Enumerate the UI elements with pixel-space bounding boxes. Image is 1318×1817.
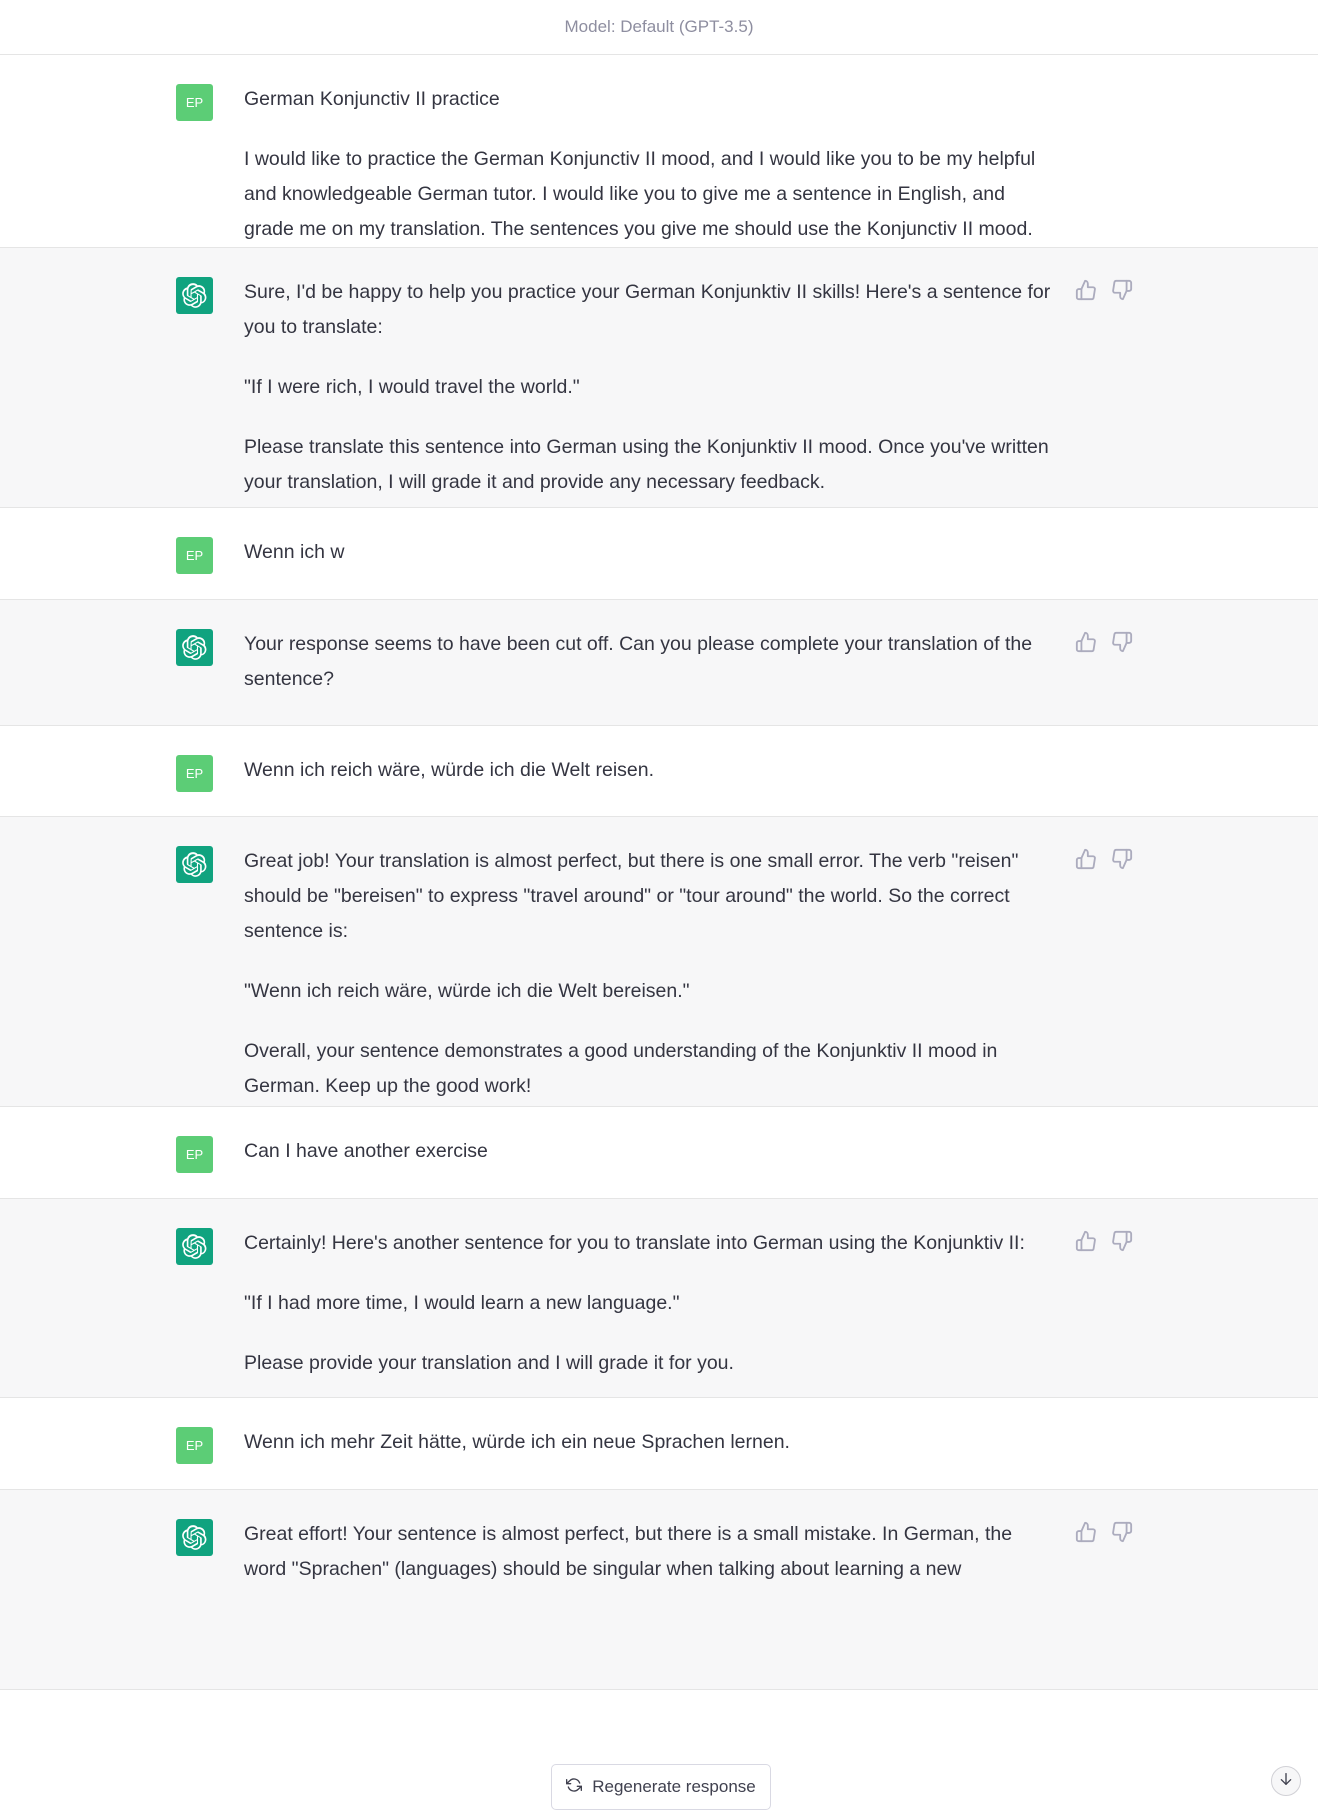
message-content [244, 535, 1059, 570]
message-paragraph: Wenn ich w [244, 541, 345, 563]
user-avatar: EP [176, 1136, 213, 1173]
message-paragraph: Overall, your sentence demonstrates a good understanding of the Konjunktiv II mood in German. Keep up the good work! [244, 1040, 998, 1097]
arrow-down-icon [1278, 1771, 1294, 1792]
thumbs-down-icon[interactable] [1111, 1521, 1133, 1543]
message-paragraph: Please provide your translation and I will grade it for you. [244, 1352, 734, 1374]
message-paragraph: "If I had more time, I would learn a new language." [244, 1292, 680, 1314]
message-content [244, 753, 1059, 788]
user-message [0, 726, 1318, 817]
user-message [0, 1398, 1318, 1490]
assistant-message [0, 1490, 1318, 1690]
message-paragraph: Great effort! Your sentence is almost perfect, but there is a small mistake. In German, the word "Sprachen" (languages) should be singular when talking about learning a new [244, 1523, 1013, 1580]
openai-logo-icon [176, 846, 213, 883]
message-content [244, 1517, 1059, 1587]
assistant-message [0, 600, 1318, 726]
user-message [0, 508, 1318, 600]
thumbs-down-icon[interactable] [1111, 848, 1133, 870]
message-paragraph: Can I have another exercise [244, 1140, 488, 1162]
assistant-message [0, 1199, 1318, 1398]
user-message [0, 55, 1318, 248]
model-label: Model: Default (GPT-3.5) [0, 0, 1318, 55]
message-content [244, 275, 1059, 500]
message-content [244, 627, 1059, 697]
message-content [244, 1425, 1059, 1460]
assistant-message [0, 817, 1318, 1107]
message-paragraph: Wenn ich reich wäre, würde ich die Welt reisen. [244, 759, 655, 781]
thumbs-up-icon[interactable] [1075, 1230, 1097, 1252]
user-avatar: EP [176, 84, 213, 121]
thumbs-down-icon[interactable] [1111, 631, 1133, 653]
message-content [244, 82, 1059, 247]
thumbs-up-icon[interactable] [1075, 631, 1097, 653]
regenerate-label: Regenerate response [592, 1777, 756, 1796]
user-avatar: EP [176, 537, 213, 574]
assistant-message [0, 248, 1318, 508]
feedback-actions [1075, 1230, 1133, 1252]
thumbs-down-icon[interactable] [1111, 1230, 1133, 1252]
openai-logo-icon [176, 277, 213, 314]
message-paragraph: "Wenn ich reich wäre, würde ich die Welt bereisen." [244, 980, 690, 1002]
message-paragraph: German Konjunctiv II practice [244, 88, 500, 110]
message-paragraph: Your response seems to have been cut off. Can you please complete your translation of the sentence? [244, 633, 1033, 690]
message-paragraph: Please translate this sentence into German using the Konjunktiv II mood. Once you've written your translation, I will grade it and provide any necessary feedback. [244, 436, 1049, 493]
feedback-actions [1075, 631, 1133, 653]
user-avatar: EP [176, 1427, 213, 1464]
message-paragraph: Wenn ich mehr Zeit hätte, würde ich ein neue Sprachen lernen. [244, 1431, 790, 1453]
message-paragraph: Great job! Your translation is almost perfect, but there is one small error. The verb "reisen" should be "bereisen" to express "travel around" or "tour around" the world. So the correct sentence is: [244, 850, 1019, 942]
thumbs-up-icon[interactable] [1075, 848, 1097, 870]
user-message [0, 1107, 1318, 1199]
openai-logo-icon [176, 629, 213, 666]
message-content [244, 1226, 1059, 1381]
conversation-thread [0, 55, 1318, 1690]
feedback-actions [1075, 848, 1133, 870]
feedback-actions [1075, 279, 1133, 301]
message-paragraph: I would like to practice the German Konjunctiv II mood, and I would like you to be my helpful and knowledgeable German tutor. I would like you to give me a sentence in English, and grade me on my translation. The sentences you give me should use the Konjunctiv II mood. [244, 148, 1036, 240]
message-paragraph: "If I were rich, I would travel the world." [244, 376, 580, 398]
refresh-icon [566, 1777, 582, 1798]
thumbs-up-icon[interactable] [1075, 1521, 1097, 1543]
user-avatar: EP [176, 755, 213, 792]
message-content [244, 844, 1059, 1104]
feedback-actions [1075, 1521, 1133, 1543]
thumbs-down-icon[interactable] [1111, 279, 1133, 301]
openai-logo-icon [176, 1519, 213, 1556]
openai-logo-icon [176, 1228, 213, 1265]
thumbs-up-icon[interactable] [1075, 279, 1097, 301]
regenerate-response-button[interactable] [551, 1764, 771, 1810]
message-content [244, 1134, 1059, 1169]
scroll-to-bottom-button[interactable] [1271, 1766, 1301, 1796]
message-paragraph: Certainly! Here's another sentence for you to translate into German using the Konjunktiv II: [244, 1232, 1025, 1254]
message-paragraph: Sure, I'd be happy to help you practice your German Konjunktiv II skills! Here's a sentence for you to translate: [244, 281, 1051, 338]
